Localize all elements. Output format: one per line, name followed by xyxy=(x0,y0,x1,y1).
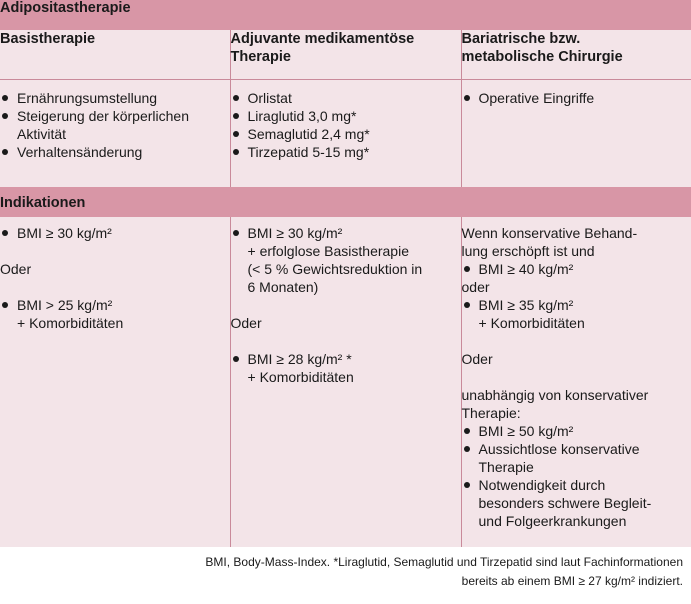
list-item: BMI ≥ 35 kg/m² + Komorbiditäten xyxy=(462,296,691,332)
independent-text: unabhängig von konservativer Therapie: xyxy=(461,387,649,421)
indications-adjuvant-list xyxy=(231,224,461,296)
header-surgery xyxy=(461,30,691,79)
title-row xyxy=(0,0,691,30)
header-adjuvant xyxy=(230,30,461,79)
header-row xyxy=(0,30,691,79)
intro-text: Wenn konservative Behand- lung erschöpft ist und xyxy=(461,225,638,259)
footnote xyxy=(163,553,683,591)
list-item: Tirzepatid 5-15 mg* xyxy=(231,143,461,161)
indications-basis-list-2 xyxy=(0,296,230,332)
therapy-row xyxy=(0,79,691,187)
header-surgery-line1: Bariatrische bzw. xyxy=(461,31,581,47)
basis-list xyxy=(0,89,230,161)
list-item: Verhaltensänderung xyxy=(0,143,230,161)
cell-indications-surgery xyxy=(461,217,691,547)
header-adjuvant-line1: Adjuvante medikamentöse xyxy=(230,31,415,47)
or-label: Oder xyxy=(230,315,262,331)
list-item: Semaglutid 2,4 mg* xyxy=(231,125,461,143)
indications-surgery-list-1 xyxy=(462,260,691,278)
adjuvant-list xyxy=(231,89,461,161)
surgery-list xyxy=(462,89,691,107)
or-label: Oder xyxy=(461,351,493,367)
cell-adjuvant xyxy=(230,79,461,187)
list-item: Steigerung der körperlichen Aktivität xyxy=(0,107,230,143)
cell-basis xyxy=(0,79,230,187)
list-item: BMI ≥ 50 kg/m² xyxy=(462,422,691,440)
list-item: Ernährungsumstellung xyxy=(0,89,230,107)
list-item: BMI ≥ 28 kg/m² * + Komorbiditäten xyxy=(231,350,461,386)
list-item: BMI ≥ 40 kg/m² xyxy=(462,260,691,278)
header-surgery-line2: metabolische Chirurgie xyxy=(461,49,623,65)
indications-surgery-list-3 xyxy=(462,422,691,530)
oder-label: oder xyxy=(461,279,490,295)
indications-title: Indikationen xyxy=(0,187,691,217)
header-adjuvant-line2: Therapie xyxy=(230,49,291,65)
list-item: BMI > 25 kg/m² + Komorbiditäten xyxy=(0,296,230,332)
indications-surgery-list-2 xyxy=(462,296,691,332)
list-item: Operative Eingriffe xyxy=(462,89,691,107)
list-item: BMI ≥ 30 kg/m² + erfolglose Basistherapie (< 5 % Gewichtsreduktion in 6 Monaten) xyxy=(231,224,461,296)
cell-indications-basis xyxy=(0,217,230,547)
list-item: Aussichtlose konservative Therapie xyxy=(462,440,691,476)
or-label: Oder xyxy=(0,261,32,277)
cell-surgery xyxy=(461,79,691,187)
list-item: Liraglutid 3,0 mg* xyxy=(231,107,461,125)
footnote-line-1: BMI, Body-Mass-Index. *Liraglutid, Semaglutid und Tirzepatid sind laut Fachinformationen xyxy=(205,555,683,569)
indications-title-row xyxy=(0,187,691,217)
cell-indications-adjuvant xyxy=(230,217,461,547)
table-title: Adipositastherapie xyxy=(0,0,691,30)
list-item: Notwendigkeit durch besonders schwere Begleit- und Folgeerkrankungen xyxy=(462,476,691,530)
header-basis: Basistherapie xyxy=(0,30,230,79)
footnote-line-2: bereits ab einem BMI ≥ 27 kg/m² indiziert. xyxy=(461,574,683,588)
indications-basis-list xyxy=(0,224,230,242)
indications-adjuvant-list-2 xyxy=(231,350,461,386)
list-item: Orlistat xyxy=(231,89,461,107)
indications-row xyxy=(0,217,691,547)
list-item: BMI ≥ 30 kg/m² xyxy=(0,224,230,242)
